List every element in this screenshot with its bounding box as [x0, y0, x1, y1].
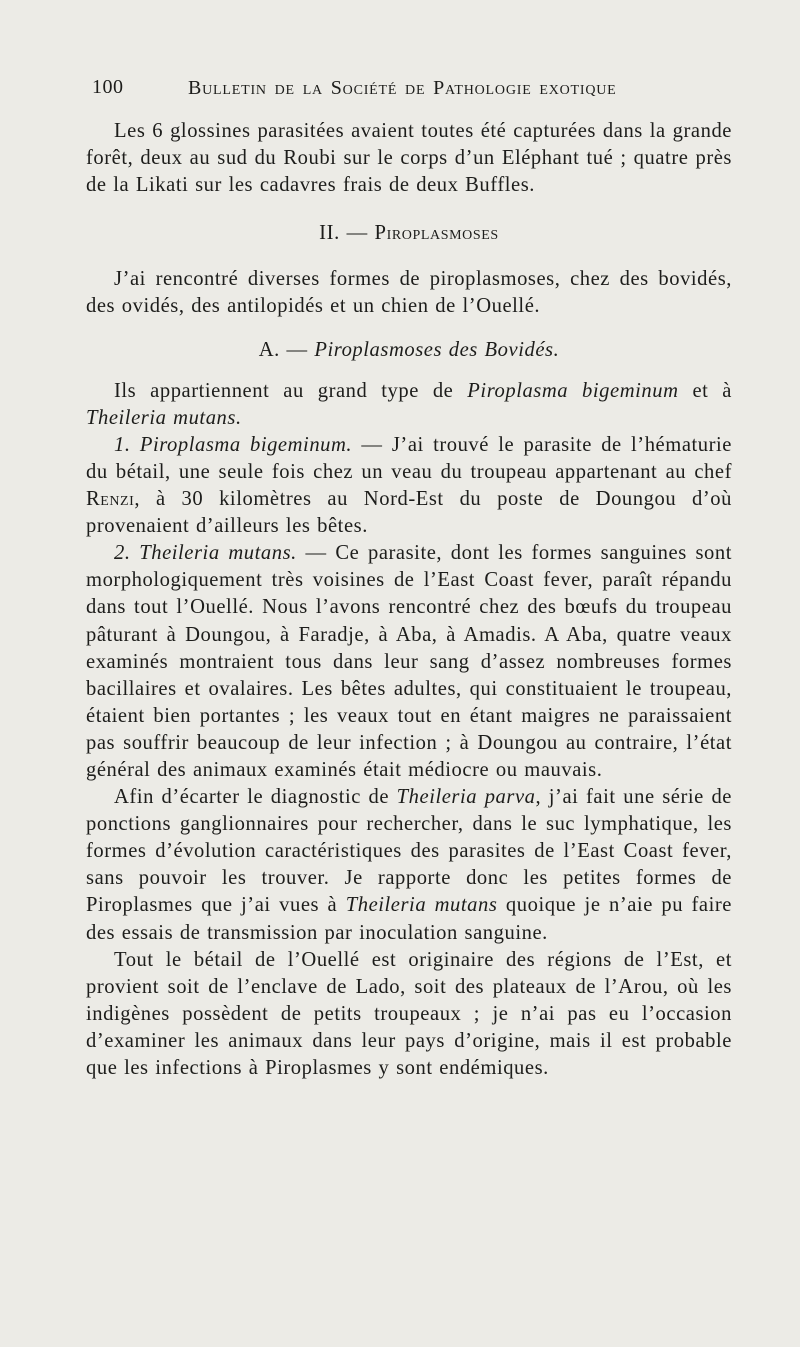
section-heading-number: II. —: [319, 222, 368, 245]
p6-species-a: Theileria parva: [396, 786, 536, 809]
sub-heading: [86, 337, 732, 364]
p4-text-b: , à 30 kilomètres au Nord-Est du poste de Doungou d’où provenaient d’ailleurs les bêtes.: [86, 488, 732, 538]
p6-species-b: Theileria mutans: [345, 894, 498, 917]
sub-heading-letter: A. —: [258, 338, 308, 361]
p5-number: 2.: [114, 542, 131, 565]
paragraph-bigeminum: [86, 432, 732, 540]
p3-species-a: Piroplasma bigeminum: [467, 379, 679, 402]
paragraph-types: [86, 378, 732, 432]
p6-text-c: , j’ai fait une série de ponctions ganglionnaires pour rechercher, dans le suc lymphatique, les formes d’évolution caractéristiques des parasites de l’East Coast fever, sans pouvoir les trouver. Je rapporte donc les petites formes de Piroplasmes que j’ai vues à: [86, 786, 732, 917]
p4-number: 1.: [114, 433, 131, 456]
section-heading-text: Piroplasmoses: [374, 222, 499, 245]
p6-text-a: Afin d’écarter le diagnostic de: [114, 786, 397, 809]
p5-text: — Ce parasite, dont les formes sanguines sont morphologiquement très voisines de l’East Coast fever, paraît répandu dans tout l’Ouellé. Nous l’avons rencontré chez des bœufs du troupeau pâturant à Doungou, à Faradje, à Aba, à Amadis. A Aba, quatre veaux examinés montraient tous dans leur sang d’assez nombreuses formes bacillaires et ovalaires. Les bêtes adultes, qui constituaient le troupeau, étaient bien portantes ; les veaux tout en étant maigres ne paraissaient pas souffrir beaucoup de leur infection ; à Doungou au contraire, l’état général des animaux examinés était médiocre ou mauvais.: [86, 542, 732, 781]
article-body: [86, 118, 732, 1082]
paragraph-diagnostic: [86, 784, 732, 947]
paragraph-cattle-origin: Tout le bétail de l’Ouellé est originaire des régions de l’Est, et provient soit de l’enclave de Lado, soit des plateaux de l’Arou, où les indigènes possèdent de petits troupeaux ; je n’ai pas eu l’occasion d’examiner les animaux dans leur pays d’origine, mais il est probable que les infections à Piroplasmes y sont endémiques.: [86, 948, 732, 1079]
p4-name: Renzi: [86, 488, 135, 511]
page-number: 100: [92, 76, 124, 98]
journal-title: Bulletin de la Société de Pathologie exotique: [188, 77, 617, 99]
p6-text-e: quoique je n’aie pu faire des essais de transmission par inoculation sanguine.: [86, 894, 732, 944]
paragraph-glossines: Les 6 glossines parasitées avaient toutes été capturées dans la grande forêt, deux au sud du Roubi sur le corps d’un Eléphant tué ; quatre près de la Likati sur les cadavres frais de deux Buffles.: [86, 120, 732, 197]
p4-title: Piroplasma bigeminum.: [139, 433, 353, 456]
p3-text-a: Ils appartiennent au grand type de: [114, 379, 468, 402]
sub-heading-text: Piroplasmoses des Bovidés.: [314, 338, 560, 361]
paragraph-piroplasmoses-intro: J’ai rencontré diverses formes de piroplasmoses, chez des bovidés, des ovidés, des antilopidés et un chien de l’Ouellé.: [86, 268, 732, 318]
p4-text-a: — J’ai trouvé le parasite de l’hématurie du bétail, une seule fois chez un veau du troupeau appartenant au chef: [86, 433, 732, 483]
p5-title: Theileria mutans.: [139, 542, 297, 565]
section-heading: [86, 220, 732, 247]
p3-text-c: et à: [678, 379, 733, 402]
p3-species-b: Theileria mutans.: [86, 406, 242, 429]
paragraph-mutans: [86, 540, 732, 784]
